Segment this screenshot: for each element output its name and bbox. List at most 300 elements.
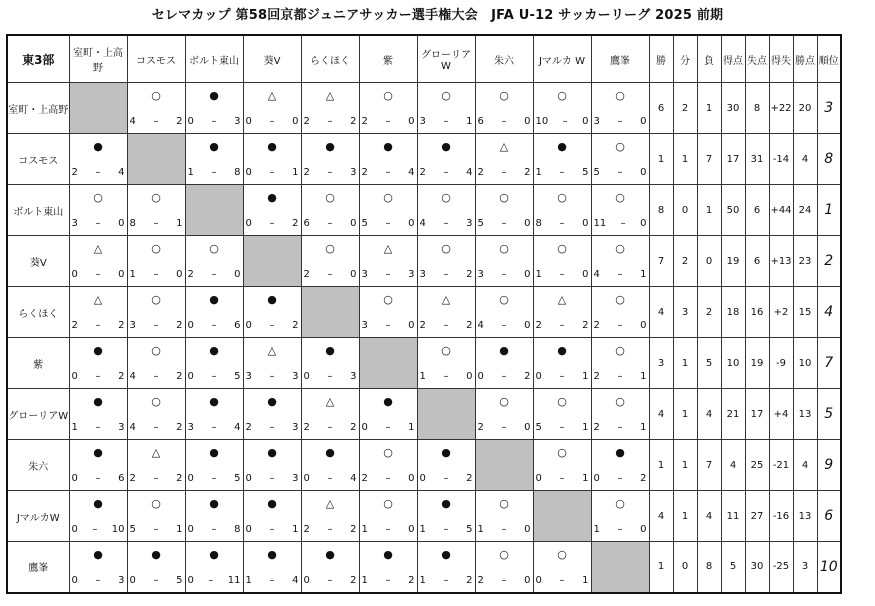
score-own: 4 <box>129 116 136 127</box>
result-cell <box>301 236 359 287</box>
match-score <box>246 371 299 382</box>
stat-points: 15 <box>793 287 817 338</box>
score-separator: – <box>559 218 565 229</box>
stat-rank: 7 <box>817 338 841 389</box>
draw-icon: △ <box>151 446 161 459</box>
result-cell <box>591 236 649 287</box>
loss-icon: ● <box>441 548 451 561</box>
result-cell <box>127 83 185 134</box>
score-own: 0 <box>71 269 78 280</box>
score-opponent: 5 <box>466 524 473 535</box>
result-cell <box>185 134 243 185</box>
score-opponent: 1 <box>466 116 473 127</box>
loss-icon: ● <box>557 140 567 153</box>
score-separator: – <box>385 167 391 178</box>
match-score <box>246 116 299 127</box>
result-cell <box>475 83 533 134</box>
score-opponent: 1 <box>408 422 415 433</box>
match-score <box>362 116 415 127</box>
result-cell <box>475 389 533 440</box>
stat-wins: 1 <box>649 440 673 491</box>
score-opponent: 0 <box>408 320 415 331</box>
score-separator: – <box>385 524 391 535</box>
match-score <box>420 218 473 229</box>
score-own: 0 <box>535 473 542 484</box>
match-score <box>478 320 531 331</box>
win-icon: ○ <box>499 548 509 561</box>
result-cell <box>127 185 185 236</box>
column-team-header: 朱六 <box>475 35 533 83</box>
score-own: 2 <box>71 320 78 331</box>
loss-icon: ● <box>383 395 393 408</box>
result-cell <box>475 134 533 185</box>
match-score <box>362 473 415 484</box>
stat-goal-difference: -9 <box>769 338 793 389</box>
score-own: 0 <box>71 371 78 382</box>
score-separator: – <box>559 269 565 280</box>
page-title: セレマカップ 第58回京都ジュニアサッカー選手権大会 JFA U-12 サッカーリーグ 2025 前期 <box>151 8 724 23</box>
result-cell <box>127 440 185 491</box>
score-separator: – <box>385 473 391 484</box>
score-opponent: 0 <box>350 269 357 280</box>
match-score <box>72 167 125 178</box>
stat-losses: 8 <box>697 542 721 593</box>
match-score <box>536 320 589 331</box>
result-cell <box>243 440 301 491</box>
stat-header-wins: 勝 <box>649 35 673 83</box>
match-score <box>362 218 415 229</box>
score-own: 4 <box>419 218 426 229</box>
result-cell <box>359 185 417 236</box>
match-score <box>478 269 531 280</box>
loss-icon: ● <box>151 548 161 561</box>
score-separator: – <box>211 524 217 535</box>
stat-losses: 4 <box>697 389 721 440</box>
score-separator: – <box>559 473 565 484</box>
win-icon: ○ <box>499 497 509 510</box>
stat-goal-difference: +4 <box>769 389 793 440</box>
score-own: 0 <box>245 116 252 127</box>
stat-wins: 1 <box>649 542 673 593</box>
win-icon: ○ <box>383 446 393 459</box>
loss-icon: ● <box>267 548 277 561</box>
group-label: 東3部 <box>7 35 69 83</box>
score-own: 8 <box>129 218 136 229</box>
row-team-name: ボルト東山 <box>7 185 69 236</box>
self-match-cell <box>417 389 475 440</box>
score-own: 1 <box>535 167 542 178</box>
score-own: 0 <box>361 422 368 433</box>
loss-icon: ● <box>93 344 103 357</box>
score-separator: – <box>95 422 101 433</box>
score-separator: – <box>153 524 159 535</box>
score-opponent: 1 <box>176 218 183 229</box>
score-own: 2 <box>593 422 600 433</box>
score-opponent: 5 <box>234 371 241 382</box>
stat-losses: 0 <box>697 236 721 287</box>
score-own: 2 <box>419 320 426 331</box>
score-opponent: 0 <box>640 524 647 535</box>
score-separator: – <box>617 167 623 178</box>
result-cell <box>127 389 185 440</box>
match-score <box>536 473 589 484</box>
score-separator: – <box>385 269 391 280</box>
score-separator: – <box>269 116 275 127</box>
loss-icon: ● <box>209 293 219 306</box>
match-score <box>304 269 357 280</box>
score-separator: – <box>327 371 333 382</box>
row-team-name: 紫 <box>7 338 69 389</box>
table-row <box>7 236 841 287</box>
win-icon: ○ <box>325 191 335 204</box>
match-score <box>188 524 241 535</box>
score-own: 0 <box>129 574 136 586</box>
win-icon: ○ <box>615 242 625 255</box>
score-separator: – <box>153 269 159 280</box>
result-cell <box>417 134 475 185</box>
stat-goals-for: 5 <box>721 542 745 593</box>
match-score <box>304 167 357 178</box>
score-separator: – <box>269 320 275 331</box>
score-separator: – <box>501 320 507 331</box>
score-own: 0 <box>187 320 194 331</box>
result-cell <box>533 542 591 593</box>
match-score <box>362 320 415 331</box>
match-score <box>594 269 647 280</box>
loss-icon: ● <box>325 140 335 153</box>
stat-rank: 4 <box>817 287 841 338</box>
score-opponent: 1 <box>582 574 589 586</box>
stat-losses: 1 <box>697 185 721 236</box>
result-cell <box>475 338 533 389</box>
result-cell <box>69 542 127 593</box>
row-team-name: 鷹峯 <box>7 542 69 593</box>
score-separator: – <box>385 116 391 127</box>
score-separator: – <box>153 116 159 127</box>
score-separator: – <box>327 218 333 229</box>
score-own: 0 <box>187 116 194 127</box>
score-opponent: 3 <box>234 116 241 127</box>
stat-goals-for: 19 <box>721 236 745 287</box>
match-score <box>420 524 473 535</box>
result-cell <box>69 440 127 491</box>
match-score <box>420 473 473 484</box>
score-separator: – <box>211 422 217 433</box>
stat-points: 23 <box>793 236 817 287</box>
stat-goals-against: 17 <box>745 389 769 440</box>
score-opponent: 2 <box>176 320 183 331</box>
stat-rank: 1 <box>817 185 841 236</box>
match-score <box>188 473 241 484</box>
stat-goals-against: 6 <box>745 185 769 236</box>
score-separator: – <box>443 167 449 178</box>
match-score <box>362 269 415 280</box>
loss-icon: ● <box>267 395 277 408</box>
score-own: 0 <box>303 574 310 586</box>
match-score <box>478 575 531 586</box>
match-score <box>188 167 241 178</box>
stat-rank: 6 <box>817 491 841 542</box>
score-own: 3 <box>187 422 194 433</box>
score-separator: – <box>327 116 333 127</box>
result-cell <box>533 134 591 185</box>
result-cell <box>243 134 301 185</box>
loss-icon: ● <box>209 395 219 408</box>
stat-draws: 1 <box>673 134 697 185</box>
match-score <box>130 269 183 280</box>
win-icon: ○ <box>151 497 161 510</box>
score-own: 0 <box>303 473 310 484</box>
match-score <box>246 575 299 586</box>
match-score <box>362 422 415 433</box>
result-cell <box>185 287 243 338</box>
match-score <box>246 524 299 535</box>
score-opponent: 5 <box>234 473 241 484</box>
score-opponent: 0 <box>118 269 125 280</box>
result-cell <box>243 83 301 134</box>
score-own: 1 <box>71 422 78 433</box>
match-score <box>594 320 647 331</box>
score-separator: – <box>153 371 159 382</box>
score-opponent: 6 <box>118 473 125 484</box>
stat-draws: 1 <box>673 440 697 491</box>
match-score <box>130 218 183 229</box>
win-icon: ○ <box>151 344 161 357</box>
score-own: 3 <box>419 269 426 280</box>
score-own: 1 <box>245 574 252 586</box>
result-cell <box>533 338 591 389</box>
score-opponent: 0 <box>118 218 125 229</box>
win-icon: ○ <box>499 395 509 408</box>
score-separator: – <box>95 320 101 331</box>
match-score <box>478 167 531 178</box>
loss-icon: ● <box>209 446 219 459</box>
result-cell <box>591 389 649 440</box>
score-separator: – <box>443 269 449 280</box>
stat-goals-against: 6 <box>745 236 769 287</box>
score-opponent: 1 <box>582 473 589 484</box>
score-separator: – <box>559 422 565 433</box>
score-opponent: 3 <box>350 167 357 178</box>
stat-draws: 2 <box>673 83 697 134</box>
score-opponent: 0 <box>408 116 415 127</box>
score-own: 0 <box>245 167 252 178</box>
score-separator: – <box>92 524 98 535</box>
result-cell <box>591 287 649 338</box>
win-icon: ○ <box>151 89 161 102</box>
match-score <box>72 473 125 484</box>
result-cell <box>185 440 243 491</box>
result-cell <box>69 287 127 338</box>
score-opponent: 2 <box>524 371 531 382</box>
stat-header-draws: 分 <box>673 35 697 83</box>
score-own: 2 <box>361 473 368 484</box>
stat-wins: 8 <box>649 185 673 236</box>
stat-losses: 7 <box>697 134 721 185</box>
column-team-header: 鷹峯 <box>591 35 649 83</box>
score-opponent: 2 <box>466 320 473 331</box>
result-cell <box>591 83 649 134</box>
score-separator: – <box>501 218 507 229</box>
result-cell <box>69 491 127 542</box>
stat-goal-difference: -16 <box>769 491 793 542</box>
match-score <box>130 575 183 586</box>
stat-wins: 4 <box>649 287 673 338</box>
score-own: 0 <box>71 574 78 586</box>
column-team-header: ボルト東山 <box>185 35 243 83</box>
table-row <box>7 491 841 542</box>
score-opponent: 1 <box>582 422 589 433</box>
result-cell <box>301 83 359 134</box>
score-opponent: 0 <box>350 218 357 229</box>
self-match-cell <box>185 185 243 236</box>
win-icon: ○ <box>383 89 393 102</box>
score-own: 5 <box>361 218 368 229</box>
result-cell <box>591 491 649 542</box>
win-icon: ○ <box>151 242 161 255</box>
score-separator: – <box>269 524 275 535</box>
score-own: 5 <box>477 218 484 229</box>
score-separator: – <box>385 574 391 586</box>
score-opponent: 2 <box>176 371 183 382</box>
score-opponent: 3 <box>292 371 299 382</box>
loss-icon: ● <box>267 140 277 153</box>
stat-goal-difference: +13 <box>769 236 793 287</box>
win-icon: ○ <box>383 497 393 510</box>
score-separator: – <box>269 574 275 586</box>
score-separator: – <box>153 473 159 484</box>
score-separator: – <box>501 269 507 280</box>
result-cell <box>417 542 475 593</box>
score-opponent: 1 <box>640 422 647 433</box>
loss-icon: ● <box>325 446 335 459</box>
table-row <box>7 185 841 236</box>
table-row <box>7 542 841 593</box>
score-own: 1 <box>187 167 194 178</box>
result-cell <box>417 338 475 389</box>
match-score <box>594 422 647 433</box>
score-opponent: 0 <box>640 167 647 178</box>
win-icon: ○ <box>383 293 393 306</box>
score-separator: – <box>153 574 159 586</box>
score-opponent: 0 <box>524 269 531 280</box>
match-score <box>536 269 589 280</box>
match-score <box>188 371 241 382</box>
score-own: 2 <box>535 320 542 331</box>
score-opponent: 0 <box>524 422 531 433</box>
result-cell <box>185 542 243 593</box>
result-cell <box>185 236 243 287</box>
loss-icon: ● <box>267 293 277 306</box>
row-team-name: JマルカW <box>7 491 69 542</box>
match-score <box>594 371 647 382</box>
score-separator: – <box>211 167 217 178</box>
score-own: 4 <box>593 269 600 280</box>
score-separator: – <box>501 524 507 535</box>
row-team-name: 室町・上高野 <box>7 83 69 134</box>
match-score <box>304 422 357 433</box>
score-own: 5 <box>593 167 600 178</box>
score-opponent: 2 <box>292 218 299 229</box>
score-separator: – <box>443 218 449 229</box>
score-own: 0 <box>477 371 484 382</box>
match-score <box>72 524 125 535</box>
score-own: 3 <box>129 320 136 331</box>
score-own: 1 <box>419 574 426 586</box>
stat-header-losses: 負 <box>697 35 721 83</box>
loss-icon: ● <box>93 446 103 459</box>
stat-goals-for: 21 <box>721 389 745 440</box>
score-own: 0 <box>71 524 78 535</box>
score-opponent: 1 <box>640 269 647 280</box>
stat-points: 3 <box>793 542 817 593</box>
result-cell <box>591 134 649 185</box>
match-score <box>130 524 183 535</box>
match-score <box>478 116 531 127</box>
score-separator: – <box>617 473 623 484</box>
score-opponent: 2 <box>466 473 473 484</box>
result-cell <box>417 491 475 542</box>
score-own: 1 <box>535 269 542 280</box>
score-opponent: 0 <box>582 116 589 127</box>
stat-rank: 9 <box>817 440 841 491</box>
score-opponent: 4 <box>466 167 473 178</box>
win-icon: ○ <box>209 242 219 255</box>
score-opponent: 2 <box>640 473 647 484</box>
score-own: 6 <box>477 116 484 127</box>
score-separator: – <box>327 422 333 433</box>
column-team-header: Jマルカ W <box>533 35 591 83</box>
loss-icon: ● <box>209 344 219 357</box>
score-own: 2 <box>71 167 78 178</box>
score-own: 1 <box>361 524 368 535</box>
score-own: 5 <box>129 524 136 535</box>
score-own: 4 <box>477 320 484 331</box>
score-own: 2 <box>303 116 310 127</box>
stat-goals-for: 18 <box>721 287 745 338</box>
match-score <box>304 371 357 382</box>
score-separator: – <box>443 574 449 586</box>
score-own: 1 <box>361 574 368 586</box>
result-cell <box>301 440 359 491</box>
match-score <box>188 575 241 586</box>
score-separator: – <box>617 116 623 127</box>
score-separator: – <box>562 116 568 127</box>
column-team-header: 葵V <box>243 35 301 83</box>
row-team-name: グローリアW <box>7 389 69 440</box>
stat-points: 13 <box>793 389 817 440</box>
score-own: 5 <box>535 422 542 433</box>
result-cell <box>301 542 359 593</box>
match-score <box>130 422 183 433</box>
score-separator: – <box>620 218 626 229</box>
match-score <box>130 320 183 331</box>
score-opponent: 2 <box>466 269 473 280</box>
score-opponent: 10 <box>111 524 125 535</box>
score-separator: – <box>385 218 391 229</box>
result-cell <box>359 491 417 542</box>
score-separator: – <box>385 320 391 331</box>
stat-goal-difference: -14 <box>769 134 793 185</box>
score-separator: – <box>617 422 623 433</box>
score-own: 2 <box>477 422 484 433</box>
score-opponent: 3 <box>292 422 299 433</box>
match-score <box>188 269 241 280</box>
stat-header-goals-for: 得点 <box>721 35 745 83</box>
stat-goal-difference: +2 <box>769 287 793 338</box>
stat-goals-against: 16 <box>745 287 769 338</box>
score-separator: – <box>327 269 333 280</box>
